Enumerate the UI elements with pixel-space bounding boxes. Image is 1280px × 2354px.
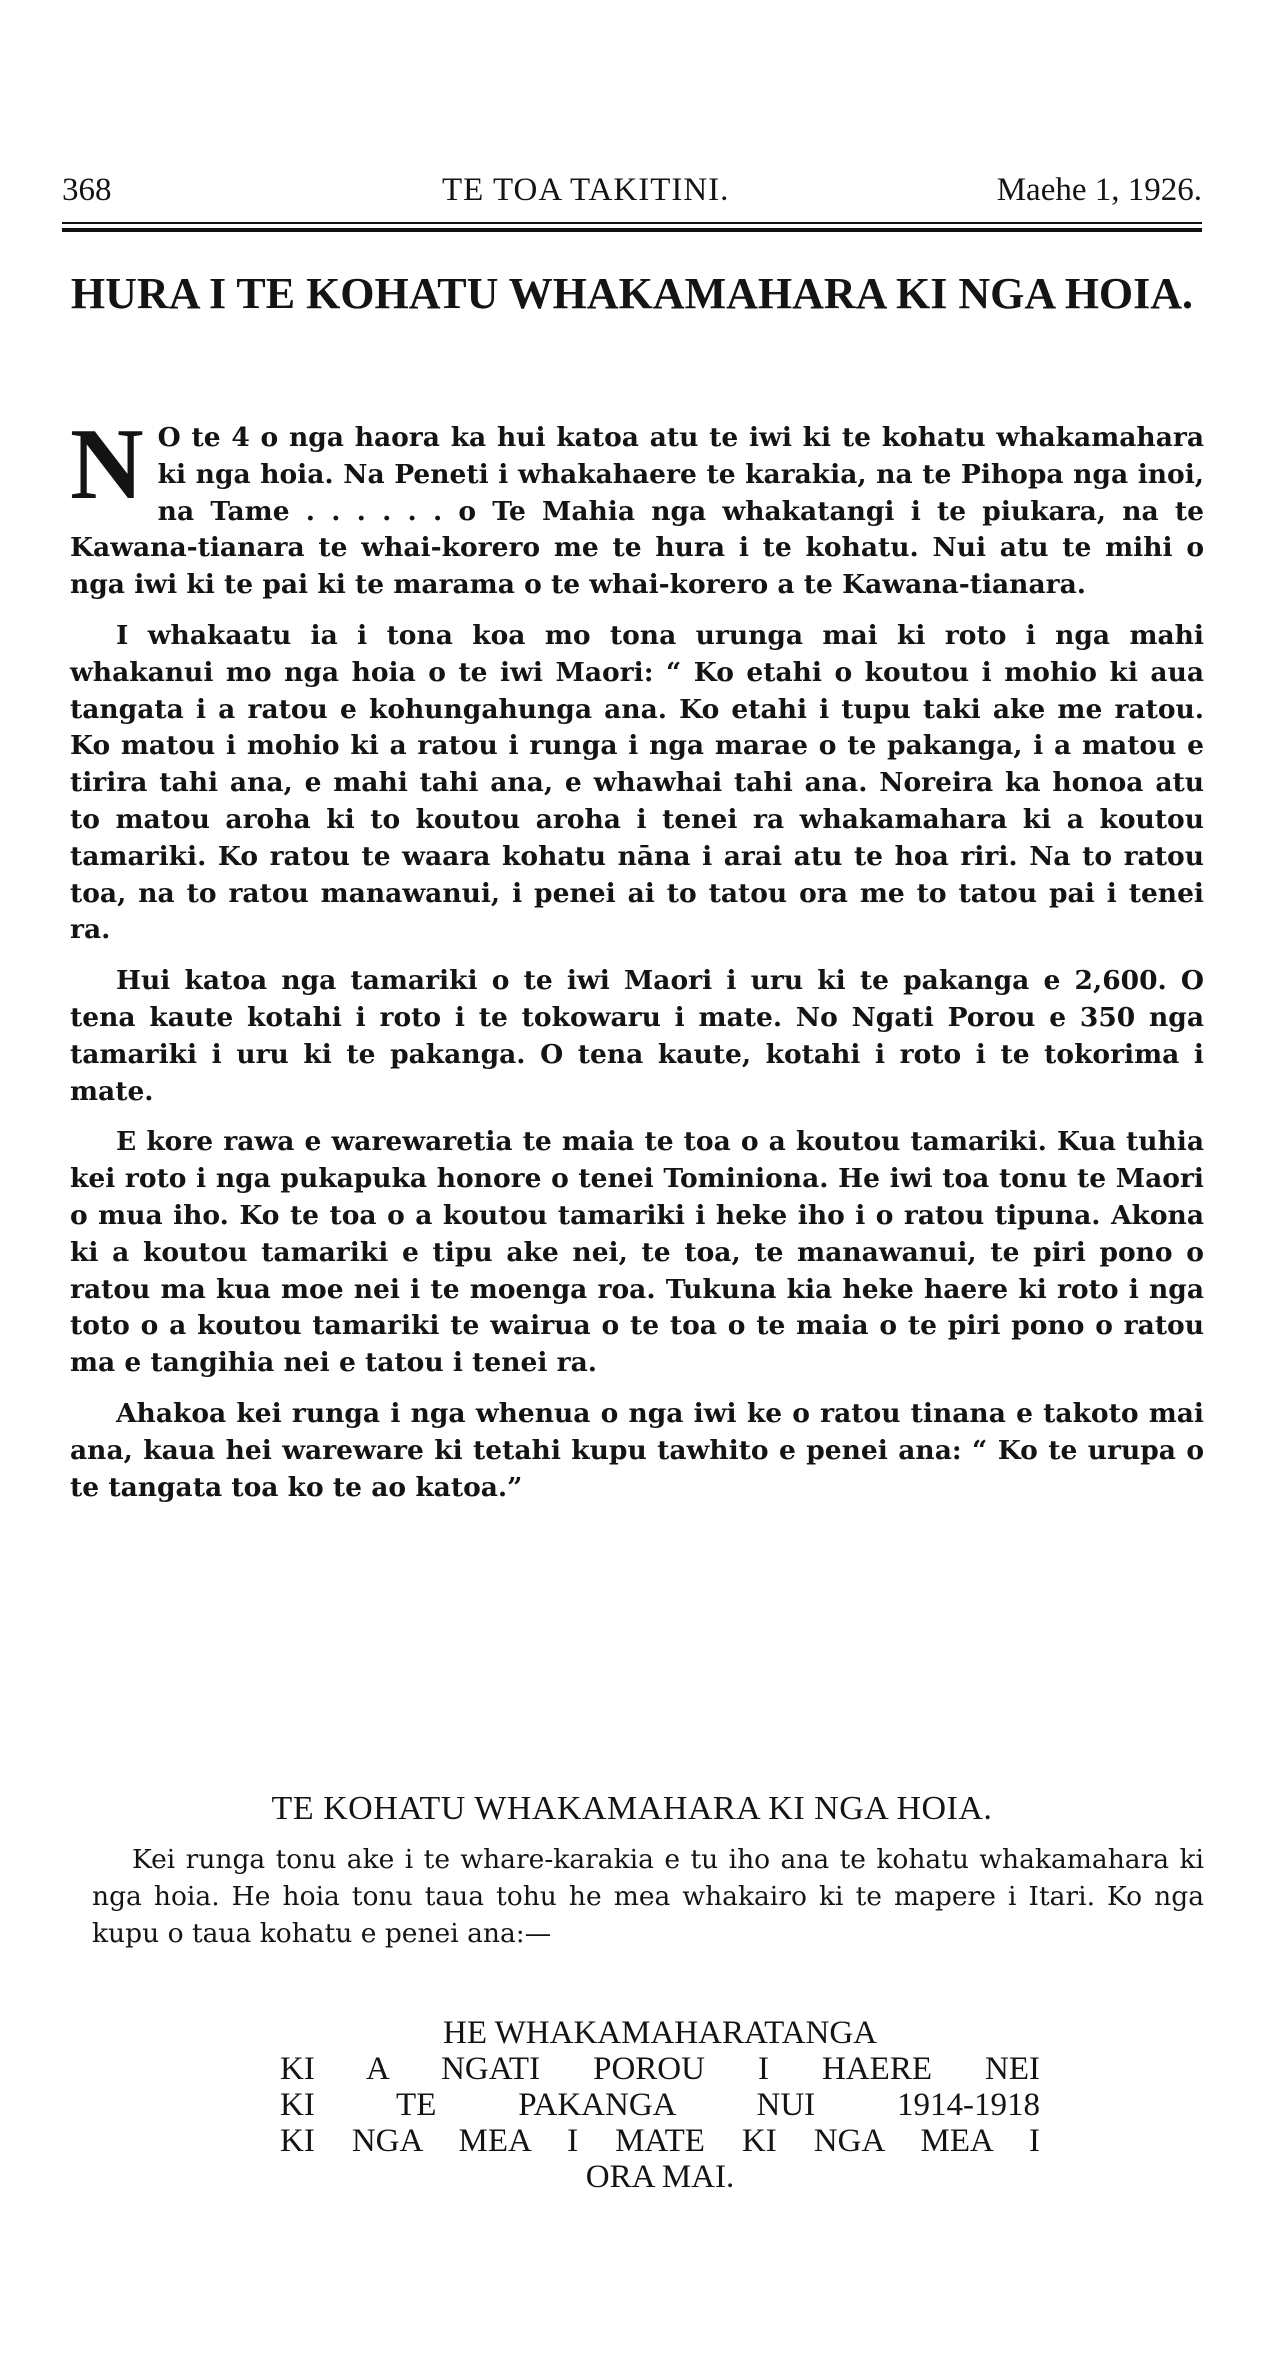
section-title: TE KOHATU WHAKAMAHARA KI NGA HOIA. — [271, 1790, 993, 1827]
inscription-line: KI A NGATI POROU I HAERE NEI — [280, 2051, 1040, 2087]
inscription-line: KI NGA MEA I MATE KI NGA MEA I — [280, 2123, 1040, 2159]
article-paragraph-1 — [70, 408, 1204, 604]
page-number: 368 — [62, 172, 112, 208]
article-paragraph-5: Ahakoa kei runga i nga whenua o nga iwi ke o ratou tinana e takoto mai ana, kaua hei wareware ki tetahi kupu tawhito e penei ana: “ Ko te urupa o te tangata toa ko te ao katoa.” — [70, 1397, 1204, 1503]
article-paragraph-4: E kore rawa e warewaretia te maia te toa o a koutou tamariki. Kua tuhia kei roto i nga pukapuka honore o tenei Tominiona. He iwi toa tonu te Maori o mua iho. Ko te toa o a koutou tamariki i heke iho i o ratou tipuna. Akona ki a koutou tamariki e tipu ake nei, te toa, te manawanui, te piri pono o ratou ma kua moe nei i te moenga roa. Tukuna kia heke haere ki roto i nga toto o a koutou tamariki te wairua o te toa o te maia o te piri pono o ratou ma e tangihia nei e tatou i tenei ra. — [70, 1126, 1204, 1379]
article-body — [70, 408, 1204, 1520]
section-intro: Kei runga tonu ake i te whare-karakia e tu iho ana te kohatu whakamahara ki nga hoia. He hoia tonu taua tohu he mea whakairo ki te mapere i Itari. Ko nga kupu o taua kohatu e penei ana:— — [92, 1844, 1204, 1949]
issue-date: Maehe 1, 1926. — [996, 172, 1202, 208]
article-title: HURA I TE KOHATU WHAKAMAHARA KI NGA HOIA. — [70, 269, 1194, 318]
inscription-line: ORA MAI. — [585, 2159, 735, 2195]
article-paragraph-3: Hui katoa nga tamariki o te iwi Maori i uru ki te pakanga e 2,600. O tena kaute kotahi i roto i te tokowaru i mate. No Ngati Porou e 350 nga tamariki i uru ki te pakanga. O tena kaute, kotahi i roto i te tokorima i mate. — [70, 965, 1204, 1107]
inscription-line: HE WHAKAMAHARATANGA — [443, 2015, 877, 2051]
drop-cap: N — [70, 408, 144, 521]
memorial-inscription — [280, 2015, 1040, 2195]
header-rule-thin — [62, 222, 1202, 224]
paragraph-text: O te 4 o nga haora ka hui katoa atu te iwi ki te kohatu whakamahara ki nga hoia. Na Peneti i whakahaere te karakia, na te Pihopa nga inoi, na Tame . . . . . . o Te Mahia nga whakatangi i te piukara, na te Kawana-tianara te whai-korero me te hura i te kohatu. Nui atu te mihi o nga iwi ki te pai ki te marama o te whai-korero a te Kawana-tianara. — [70, 422, 1204, 601]
header-rule-thick — [62, 228, 1202, 232]
page-header — [62, 172, 1202, 212]
publication-title: TE TOA TAKITINI. — [442, 172, 730, 208]
article-paragraph-2: I whakaatu ia i tona koa mo tona urunga mai ki roto i nga mahi whakanui mo nga hoia o te iwi Maori: “ Ko etahi o koutou i mohio ki aua tangata i a ratou e kohungahunga ana. Ko etahi i tupu taki ake me ratou. Ko matou i mohio ki a ratou i runga i nga marae o te pakanga, i a matou e tirira tahi ana, e mahi tahi ana, e whawhai tahi ana. Noreira ka honoa atu to matou aroha ki to koutou aroha i tenei ra whakamahara ki a koutou tamariki. Ko ratou te waara kohatu nāna i arai atu te hoa riri. Na to ratou toa, na to ratou manawanui, i penei ai to tatou ora me to tatou pai i tenei ra. — [70, 619, 1204, 946]
inscription-line: KI TE PAKANGA NUI 1914-1918 — [280, 2087, 1040, 2123]
